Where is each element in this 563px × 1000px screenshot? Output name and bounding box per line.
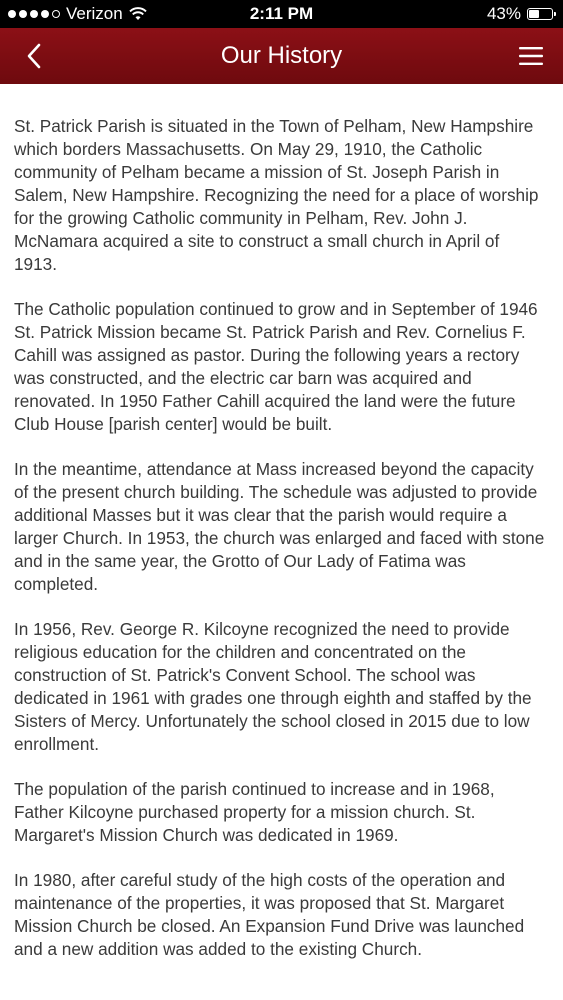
history-paragraph: In 1956, Rev. George R. Kilcoyne recognized the need to provide religious education for the children and concentrated on the construction of St. Patrick's Convent School. The school was dedicated in 1961 with grades one through eighth and staffed by the Sisters of Mercy. Unfortunately the school closed in 2015 due to low enrollment. [14, 619, 532, 754]
battery-level [529, 10, 539, 18]
battery-percent: 43% [486, 4, 521, 23]
status-time: 2:11 PM [249, 4, 314, 23]
history-paragraph: In the meantime, attendance at Mass increased beyond the capacity of the present church building. The schedule was adjusted to provide additional Masses but it was clear that the parish would require a larger Church. In 1953, the church was enlarged and faced with stone and in the same year, the Grotto of Our Lady of Fatima was completed. [14, 459, 545, 594]
page-title: Our History [220, 42, 343, 69]
navigation-bar [0, 28, 563, 84]
carrier-name: Verizon [66, 4, 123, 23]
battery-icon [527, 8, 553, 20]
history-paragraph: St. Patrick Parish is situated in the Town of Pelham, New Hampshire which borders Massachusetts. On May 29, 1910, the Catholic community of Pelham became a mission of St. Joseph Parish in Salem, New Hampshire. Recognizing the need for a place of worship for the growing Catholic community in Pelham, Rev. John J. McNamara acquired a site to construct a small church in April of 1913. [14, 116, 539, 274]
history-paragraph: In 1980, after careful study of the high costs of the operation and maintenance of the properties, it was proposed that St. Margaret Mission Church be closed. An Expansion Fund Drive was launched and a new addition was added to the existing Church. [14, 870, 525, 959]
history-content[interactable] [0, 84, 563, 1000]
hamburger-menu-icon [518, 46, 544, 66]
status-right [487, 4, 553, 24]
history-paragraph: The population of the parish continued to increase and in 1968, Father Kilcoyne purchased property for a mission church. St. Margaret's Mission Church was dedicated in 1969. [14, 779, 495, 845]
history-paragraph: The Catholic population continued to grow and in September of 1946 St. Patrick Mission became St. Patrick Parish and Rev. Cornelius F. Cahill was assigned as pastor. During the following years a rectory was constructed, and the electric car barn was acquired and renovated. In 1950 Father Cahill acquired the land were the future Club House [parish center] would be built. [14, 299, 538, 434]
menu-button[interactable] [513, 38, 549, 74]
status-bar [0, 0, 563, 28]
